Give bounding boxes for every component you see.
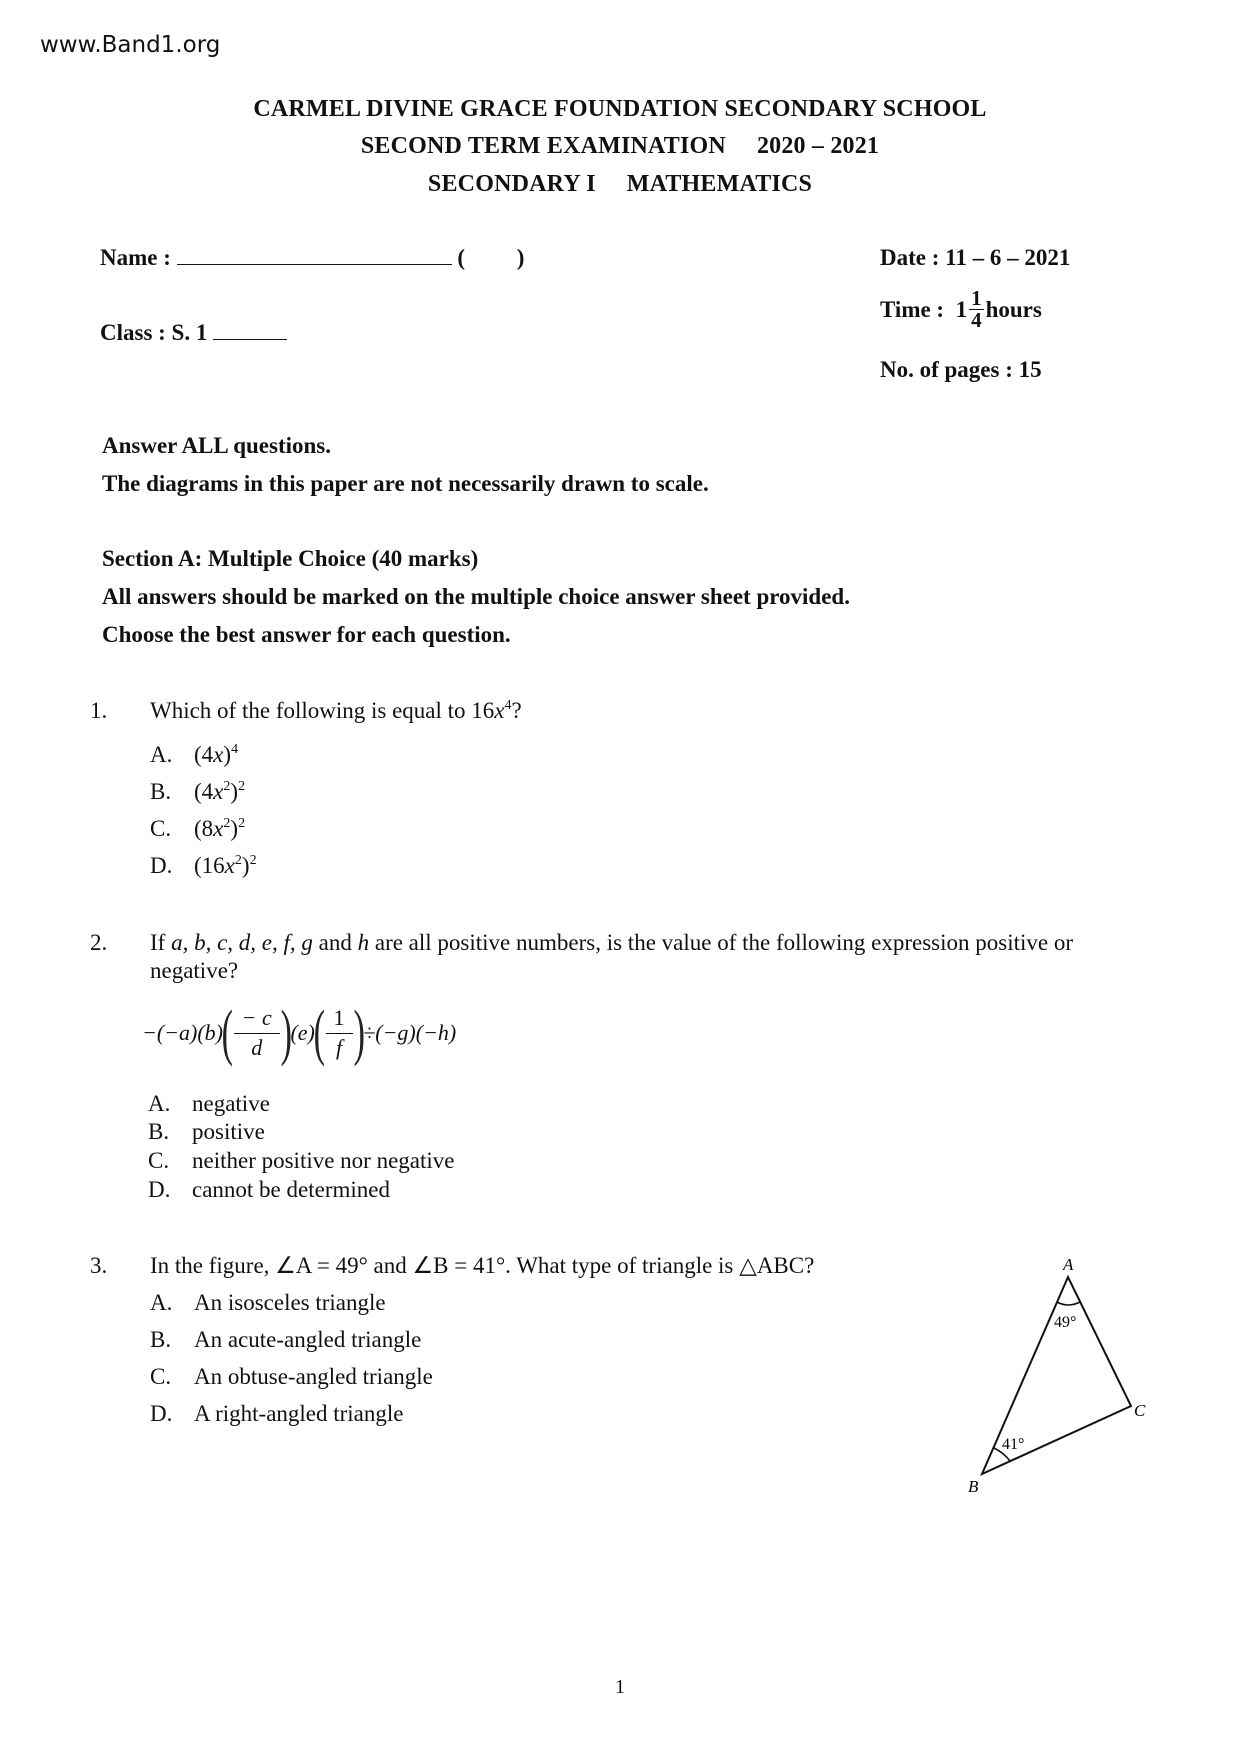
option-label: C. <box>150 1364 172 1389</box>
pages-field <box>880 357 1042 383</box>
variable: x <box>213 816 224 841</box>
option-c[interactable] <box>150 1364 433 1390</box>
name-label: Name : <box>100 245 171 270</box>
angle-a-label: 49° <box>1054 1314 1077 1331</box>
option-c[interactable] <box>148 1147 455 1175</box>
variables: a, b, c, d, e, f, g <box>171 930 313 955</box>
fraction-c-over-d <box>234 1006 280 1059</box>
variable: x <box>213 742 224 767</box>
expression-tail: ÷(−g)(−h) <box>363 1020 457 1045</box>
option-part: (4 <box>194 742 214 767</box>
exam-name: SECOND TERM EXAMINATION <box>360 133 726 159</box>
option-a[interactable] <box>150 742 238 768</box>
option-d[interactable] <box>148 1176 390 1204</box>
option-b[interactable] <box>150 779 245 805</box>
option-text: An acute-angled triangle <box>194 1327 422 1352</box>
right-paren: ) <box>280 999 292 1067</box>
option-a[interactable] <box>150 1290 386 1316</box>
option-label: A. <box>150 1290 173 1315</box>
time-label: Time : <box>880 296 945 322</box>
date-label: Date : <box>880 245 940 270</box>
page-number: 1 <box>615 1676 625 1698</box>
exponent: 4 <box>231 742 239 757</box>
denominator: f <box>335 1034 343 1060</box>
option-b[interactable] <box>148 1118 265 1146</box>
variable: x <box>494 698 505 723</box>
question-text-part: and <box>312 930 358 955</box>
exponent: 2 <box>223 779 231 794</box>
pages-value: 15 <box>1018 357 1042 382</box>
option-part: (8 <box>194 816 214 841</box>
option-d[interactable] <box>150 1401 404 1427</box>
question-mark: ? <box>511 698 522 723</box>
exam-subject <box>0 171 1240 198</box>
variable: h <box>357 930 370 955</box>
question-text-line-2: negative? <box>150 958 239 983</box>
option-text: cannot be determined <box>192 1177 390 1202</box>
question-text <box>150 698 522 724</box>
option-c[interactable] <box>150 816 245 842</box>
option-part: ) <box>230 779 239 804</box>
option-label: A. <box>148 1091 171 1116</box>
exponent: 2 <box>238 816 246 831</box>
expression-lead: −(−a)(b) <box>142 1020 223 1045</box>
time-numerator: 1 <box>971 286 982 310</box>
option-text: An obtuse-angled triangle <box>194 1364 433 1389</box>
option-label: D. <box>150 1401 173 1426</box>
option-b[interactable] <box>150 1327 421 1353</box>
question-text-part: If <box>150 930 172 955</box>
vertex-b-label: B <box>968 1477 979 1496</box>
numerator: 1 <box>326 1006 353 1033</box>
exam-year: 2020 – 2021 <box>756 133 880 159</box>
option-d[interactable] <box>150 853 257 879</box>
option-part: ) <box>223 742 232 767</box>
variable: x <box>213 779 224 804</box>
time-fraction <box>969 288 984 331</box>
left-paren: ( <box>221 999 234 1067</box>
triangle-figure <box>950 1250 1170 1510</box>
date-field <box>880 245 1070 271</box>
right-paren: ) <box>353 999 365 1067</box>
option-text: positive <box>192 1119 265 1144</box>
option-part: ) <box>230 816 239 841</box>
exponent: 2 <box>234 853 242 868</box>
name-field <box>100 245 524 271</box>
option-label: B. <box>148 1119 170 1144</box>
option-part: (4 <box>194 779 214 804</box>
exam-title <box>0 133 1240 160</box>
school-name: CARMEL DIVINE GRACE FOUNDATION SECONDARY SCHOOL <box>253 96 987 122</box>
date-value: 11 – 6 – 2021 <box>945 245 1071 270</box>
left-paren: ( <box>313 999 325 1067</box>
vertex-a-label: A <box>1063 1255 1074 1274</box>
option-part: (16 <box>194 853 225 878</box>
class-blank[interactable] <box>213 321 287 340</box>
section-instruction-2: Choose the best answer for each question. <box>102 622 511 647</box>
level: SECONDARY I <box>427 171 596 197</box>
numerator: − c <box>234 1006 280 1033</box>
denominator: d <box>251 1034 263 1060</box>
name-blank[interactable] <box>177 246 452 265</box>
option-label: D. <box>148 1177 171 1202</box>
question-text: In the figure, ∠A = 49° and ∠B = 41°. What type of triangle is △ABC? <box>150 1253 815 1278</box>
watermark: www.Band1.org <box>40 32 221 58</box>
time-whole: 1 <box>955 296 968 322</box>
angle-b-label: 41° <box>1002 1436 1025 1453</box>
question-number: 1. <box>90 698 108 723</box>
section-title: Section A: Multiple Choice (40 marks) <box>102 546 479 571</box>
fraction-1-over-f <box>326 1006 353 1059</box>
exponent: 2 <box>223 816 231 831</box>
option-label: A. <box>150 742 173 767</box>
question-text-part: Which of the following is equal to 16 <box>150 698 495 723</box>
instruction-diagrams: The diagrams in this paper are not necessarily drawn to scale. <box>102 471 709 496</box>
subject: MATHEMATICS <box>626 171 813 197</box>
math-expression <box>142 999 457 1067</box>
option-label: B. <box>150 1327 172 1352</box>
time-field <box>880 288 1042 331</box>
question-number: 3. <box>90 1253 108 1278</box>
question-number: 2. <box>90 930 108 955</box>
section-instruction-1: All answers should be marked on the multiple choice answer sheet provided. <box>102 584 850 609</box>
vertex-c-label: C <box>1134 1401 1146 1420</box>
class-number-brackets: ( ) <box>457 245 525 270</box>
instruction-answer-all: Answer ALL questions. <box>102 433 332 458</box>
option-text: A right-angled triangle <box>194 1401 404 1426</box>
option-label: D. <box>150 853 173 878</box>
option-a[interactable] <box>148 1090 270 1118</box>
option-label: C. <box>148 1148 170 1173</box>
question-text-part: are all positive numbers, is the value of the following expression positive or <box>369 930 1074 955</box>
class-field <box>100 320 287 346</box>
variable: x <box>224 853 235 878</box>
option-part: ) <box>241 853 250 878</box>
exponent: 2 <box>238 779 246 794</box>
option-label: B. <box>150 779 172 804</box>
option-text: An isosceles triangle <box>194 1290 386 1315</box>
option-label: C. <box>150 816 172 841</box>
question-text <box>150 930 1170 956</box>
angle-a-arc <box>1057 1302 1080 1305</box>
exponent: 4 <box>504 698 512 713</box>
time-unit: hours <box>985 296 1042 322</box>
expression-mid: (e) <box>290 1020 315 1045</box>
option-text: negative <box>192 1091 270 1116</box>
exponent: 2 <box>249 853 257 868</box>
class-label: Class : S. 1 <box>100 320 208 345</box>
time-denominator: 4 <box>971 308 982 332</box>
option-text: neither positive nor negative <box>192 1148 455 1173</box>
pages-label: No. of pages : <box>880 357 1013 382</box>
